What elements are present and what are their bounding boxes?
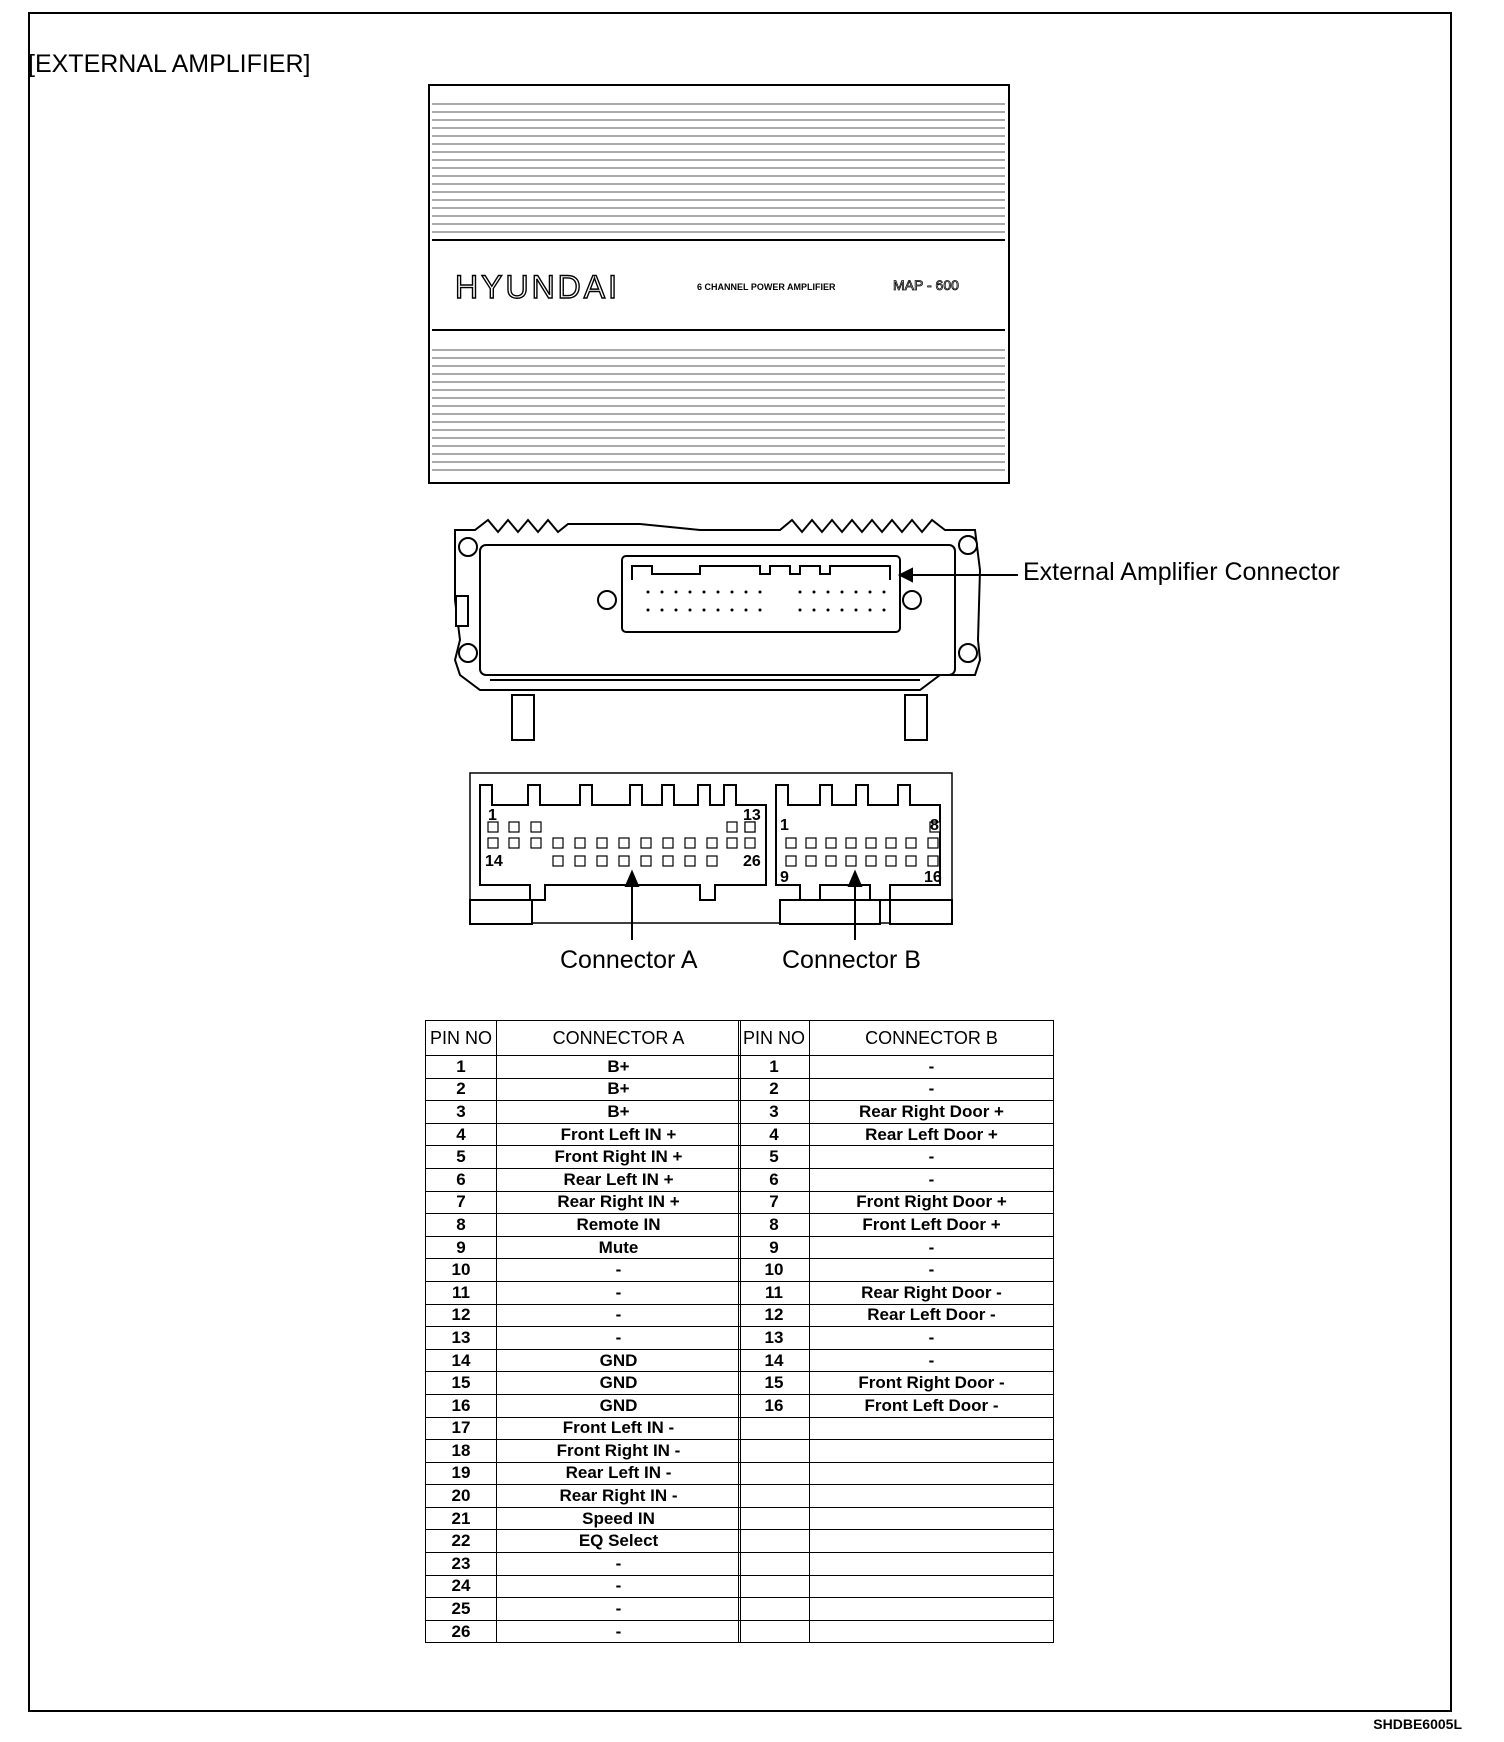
table-b-header-connector: CONNECTOR B	[810, 1021, 1054, 1056]
pin-function-cell	[810, 1417, 1054, 1440]
connector-b-label: Connector B	[782, 946, 921, 974]
table-row	[739, 1394, 1054, 1417]
pin-number-cell: 11	[426, 1281, 497, 1304]
table-row	[739, 1304, 1054, 1327]
connector-b-pin-first: 1	[780, 817, 789, 834]
table-row	[426, 1327, 741, 1350]
pin-number-cell: 3	[426, 1101, 497, 1124]
pin-number-cell: 25	[426, 1598, 497, 1621]
table-row	[739, 1078, 1054, 1101]
table-row	[426, 1417, 741, 1440]
model-number: MAP - 600	[893, 277, 959, 293]
table-row	[426, 1440, 741, 1463]
pin-function-cell: B+	[497, 1101, 741, 1124]
pin-function-cell: Rear Left IN +	[497, 1168, 741, 1191]
pin-function-cell: Mute	[497, 1236, 741, 1259]
pin-function-cell: Front Left IN -	[497, 1417, 741, 1440]
amplifier-connector-socket	[622, 556, 900, 632]
model-text: 6 CHANNEL POWER AMPLIFIER	[697, 282, 836, 292]
pin-number-cell	[739, 1417, 810, 1440]
page-title: [EXTERNAL AMPLIFIER]	[28, 50, 311, 78]
pin-function-cell: Rear Left IN -	[497, 1462, 741, 1485]
pin-function-cell: -	[810, 1146, 1054, 1169]
pin-function-cell	[810, 1462, 1054, 1485]
pin-function-cell: EQ Select	[497, 1530, 741, 1553]
pin-function-cell: -	[497, 1553, 741, 1576]
pin-number-cell: 5	[426, 1146, 497, 1169]
table-row	[426, 1304, 741, 1327]
pin-number-cell: 26	[426, 1620, 497, 1643]
pin-number-cell	[739, 1553, 810, 1576]
pin-number-cell	[739, 1462, 810, 1485]
table-row	[739, 1327, 1054, 1350]
pin-number-cell	[739, 1598, 810, 1621]
table-row	[739, 1507, 1054, 1530]
connector-a-pin-first: 1	[488, 807, 497, 824]
pin-function-cell: Remote IN	[497, 1214, 741, 1237]
pin-number-cell: 14	[739, 1349, 810, 1372]
connector-b-pin-top-last: 8	[930, 817, 939, 834]
table-row	[739, 1598, 1054, 1621]
pin-number-cell: 23	[426, 1553, 497, 1576]
pin-function-cell: Rear Right Door +	[810, 1101, 1054, 1124]
pin-number-cell: 12	[739, 1304, 810, 1327]
pin-number-cell: 10	[426, 1259, 497, 1282]
pin-number-cell	[739, 1485, 810, 1508]
reference-code: SHDBE6005L	[1373, 1716, 1462, 1732]
pin-function-cell	[810, 1485, 1054, 1508]
table-row	[739, 1191, 1054, 1214]
pin-function-cell: Rear Left Door +	[810, 1123, 1054, 1146]
pin-number-cell: 8	[739, 1214, 810, 1237]
connector-a-pointer	[626, 872, 638, 940]
pin-number-cell: 15	[426, 1372, 497, 1395]
connector-a-pin-table	[425, 1020, 741, 1643]
table-row	[426, 1620, 741, 1643]
pin-number-cell: 19	[426, 1462, 497, 1485]
table-row	[739, 1440, 1054, 1463]
pin-number-cell	[739, 1507, 810, 1530]
amplifier-top-panel	[429, 85, 1009, 483]
pin-number-cell: 8	[426, 1214, 497, 1237]
pin-number-cell: 18	[426, 1440, 497, 1463]
pin-function-cell: Front Right Door -	[810, 1372, 1054, 1395]
pin-number-cell: 4	[426, 1123, 497, 1146]
pin-function-cell: -	[810, 1327, 1054, 1350]
table-row	[739, 1485, 1054, 1508]
pin-function-cell: Front Left IN +	[497, 1123, 741, 1146]
table-a-header-pin-no: PIN NO	[426, 1021, 497, 1056]
connector-b-pin-table	[738, 1020, 1054, 1643]
table-row	[739, 1462, 1054, 1485]
pin-number-cell: 13	[426, 1327, 497, 1350]
pin-function-cell: Front Right IN -	[497, 1440, 741, 1463]
pin-number-cell: 24	[426, 1575, 497, 1598]
table-row	[426, 1191, 741, 1214]
table-row	[739, 1146, 1054, 1169]
table-row	[739, 1530, 1054, 1553]
table-row	[426, 1575, 741, 1598]
pin-number-cell: 7	[426, 1191, 497, 1214]
pin-function-cell: -	[497, 1575, 741, 1598]
pin-function-cell: Front Left Door +	[810, 1214, 1054, 1237]
pin-function-cell: Speed IN	[497, 1507, 741, 1530]
pin-number-cell: 2	[426, 1078, 497, 1101]
table-row	[426, 1236, 741, 1259]
pin-number-cell: 21	[426, 1507, 497, 1530]
pin-number-cell: 6	[426, 1168, 497, 1191]
table-row	[426, 1214, 741, 1237]
pin-function-cell: -	[497, 1281, 741, 1304]
pin-number-cell: 12	[426, 1304, 497, 1327]
pin-function-cell	[810, 1575, 1054, 1598]
pin-number-cell: 2	[739, 1078, 810, 1101]
pin-function-cell: B+	[497, 1078, 741, 1101]
table-row	[426, 1507, 741, 1530]
table-row	[739, 1349, 1054, 1372]
table-row	[426, 1598, 741, 1621]
pin-function-cell: -	[810, 1056, 1054, 1079]
pin-number-cell	[739, 1440, 810, 1463]
pin-function-cell: -	[497, 1620, 741, 1643]
pin-number-cell: 5	[739, 1146, 810, 1169]
table-row	[426, 1101, 741, 1124]
pin-number-cell: 1	[426, 1056, 497, 1079]
table-row	[739, 1553, 1054, 1576]
connector-a-label: Connector A	[560, 946, 698, 974]
pin-function-cell	[810, 1620, 1054, 1643]
table-row	[426, 1530, 741, 1553]
table-row	[426, 1056, 741, 1079]
pin-function-cell: -	[497, 1259, 741, 1282]
table-row	[426, 1485, 741, 1508]
pin-function-cell: -	[497, 1327, 741, 1350]
pin-number-cell	[739, 1530, 810, 1553]
pin-number-cell: 6	[739, 1168, 810, 1191]
pin-number-cell: 4	[739, 1123, 810, 1146]
table-row	[739, 1259, 1054, 1282]
pin-function-cell: B+	[497, 1056, 741, 1079]
connector-b-pin-last: 16	[924, 869, 942, 886]
table-row	[739, 1281, 1054, 1304]
pin-function-cell: Front Left Door -	[810, 1394, 1054, 1417]
connector-a-pin-top-last: 13	[743, 807, 761, 824]
pin-number-cell: 14	[426, 1349, 497, 1372]
table-row	[426, 1394, 741, 1417]
pin-function-cell	[810, 1530, 1054, 1553]
table-row	[739, 1236, 1054, 1259]
pin-function-cell: -	[810, 1236, 1054, 1259]
pin-number-cell	[739, 1575, 810, 1598]
pin-number-cell: 22	[426, 1530, 497, 1553]
table-row	[739, 1620, 1054, 1643]
table-row	[739, 1168, 1054, 1191]
pin-function-cell: -	[810, 1078, 1054, 1101]
pin-function-cell: -	[497, 1598, 741, 1621]
table-row	[739, 1417, 1054, 1440]
table-row	[426, 1553, 741, 1576]
pin-number-cell: 13	[739, 1327, 810, 1350]
pin-number-cell: 15	[739, 1372, 810, 1395]
table-row	[426, 1146, 741, 1169]
pin-function-cell: -	[810, 1259, 1054, 1282]
pin-function-cell: GND	[497, 1394, 741, 1417]
table-row	[426, 1462, 741, 1485]
table-row	[426, 1078, 741, 1101]
table-a-header-connector: CONNECTOR A	[497, 1021, 741, 1056]
pin-function-cell: Rear Right IN -	[497, 1485, 741, 1508]
pin-function-cell	[810, 1440, 1054, 1463]
external-amplifier-connector-label: External Amplifier Connector	[1023, 558, 1340, 586]
pin-function-cell	[810, 1507, 1054, 1530]
pin-number-cell: 9	[426, 1236, 497, 1259]
pin-number-cell: 20	[426, 1485, 497, 1508]
pin-function-cell: Front Right IN +	[497, 1146, 741, 1169]
table-row	[426, 1281, 741, 1304]
pin-number-cell: 9	[739, 1236, 810, 1259]
pin-function-cell: Rear Right Door -	[810, 1281, 1054, 1304]
pin-function-cell: -	[810, 1349, 1054, 1372]
table-row	[739, 1214, 1054, 1237]
table-row	[426, 1372, 741, 1395]
pin-number-cell: 16	[426, 1394, 497, 1417]
pin-function-cell: Rear Right IN +	[497, 1191, 741, 1214]
connector-a-shape	[470, 785, 766, 924]
pin-number-cell: 10	[739, 1259, 810, 1282]
connector-a-pin-bottom-first: 14	[485, 853, 503, 870]
connector-a-pin-last: 26	[743, 853, 761, 870]
pin-function-cell: GND	[497, 1349, 741, 1372]
connector-b-pin-bottom-first: 9	[780, 869, 789, 886]
pin-number-cell	[739, 1620, 810, 1643]
pin-function-cell: GND	[497, 1372, 741, 1395]
table-row	[426, 1168, 741, 1191]
pin-number-cell: 1	[739, 1056, 810, 1079]
pin-function-cell: Rear Left Door -	[810, 1304, 1054, 1327]
table-row	[739, 1056, 1054, 1079]
table-row	[426, 1349, 741, 1372]
pin-number-cell: 3	[739, 1101, 810, 1124]
table-row	[739, 1123, 1054, 1146]
table-row	[739, 1372, 1054, 1395]
brand-logo: HYUNDAI	[455, 269, 621, 305]
pin-function-cell	[810, 1598, 1054, 1621]
pin-function-cell	[810, 1553, 1054, 1576]
table-row	[426, 1259, 741, 1282]
pin-function-cell: -	[810, 1168, 1054, 1191]
table-row	[739, 1101, 1054, 1124]
table-row	[426, 1123, 741, 1146]
pin-number-cell: 7	[739, 1191, 810, 1214]
pin-number-cell: 11	[739, 1281, 810, 1304]
pin-function-cell: -	[497, 1304, 741, 1327]
connector-b-shape	[776, 785, 952, 924]
pin-number-cell: 17	[426, 1417, 497, 1440]
table-row	[739, 1575, 1054, 1598]
pin-number-cell: 16	[739, 1394, 810, 1417]
table-b-header-pin-no: PIN NO	[739, 1021, 810, 1056]
pin-function-cell: Front Right Door +	[810, 1191, 1054, 1214]
